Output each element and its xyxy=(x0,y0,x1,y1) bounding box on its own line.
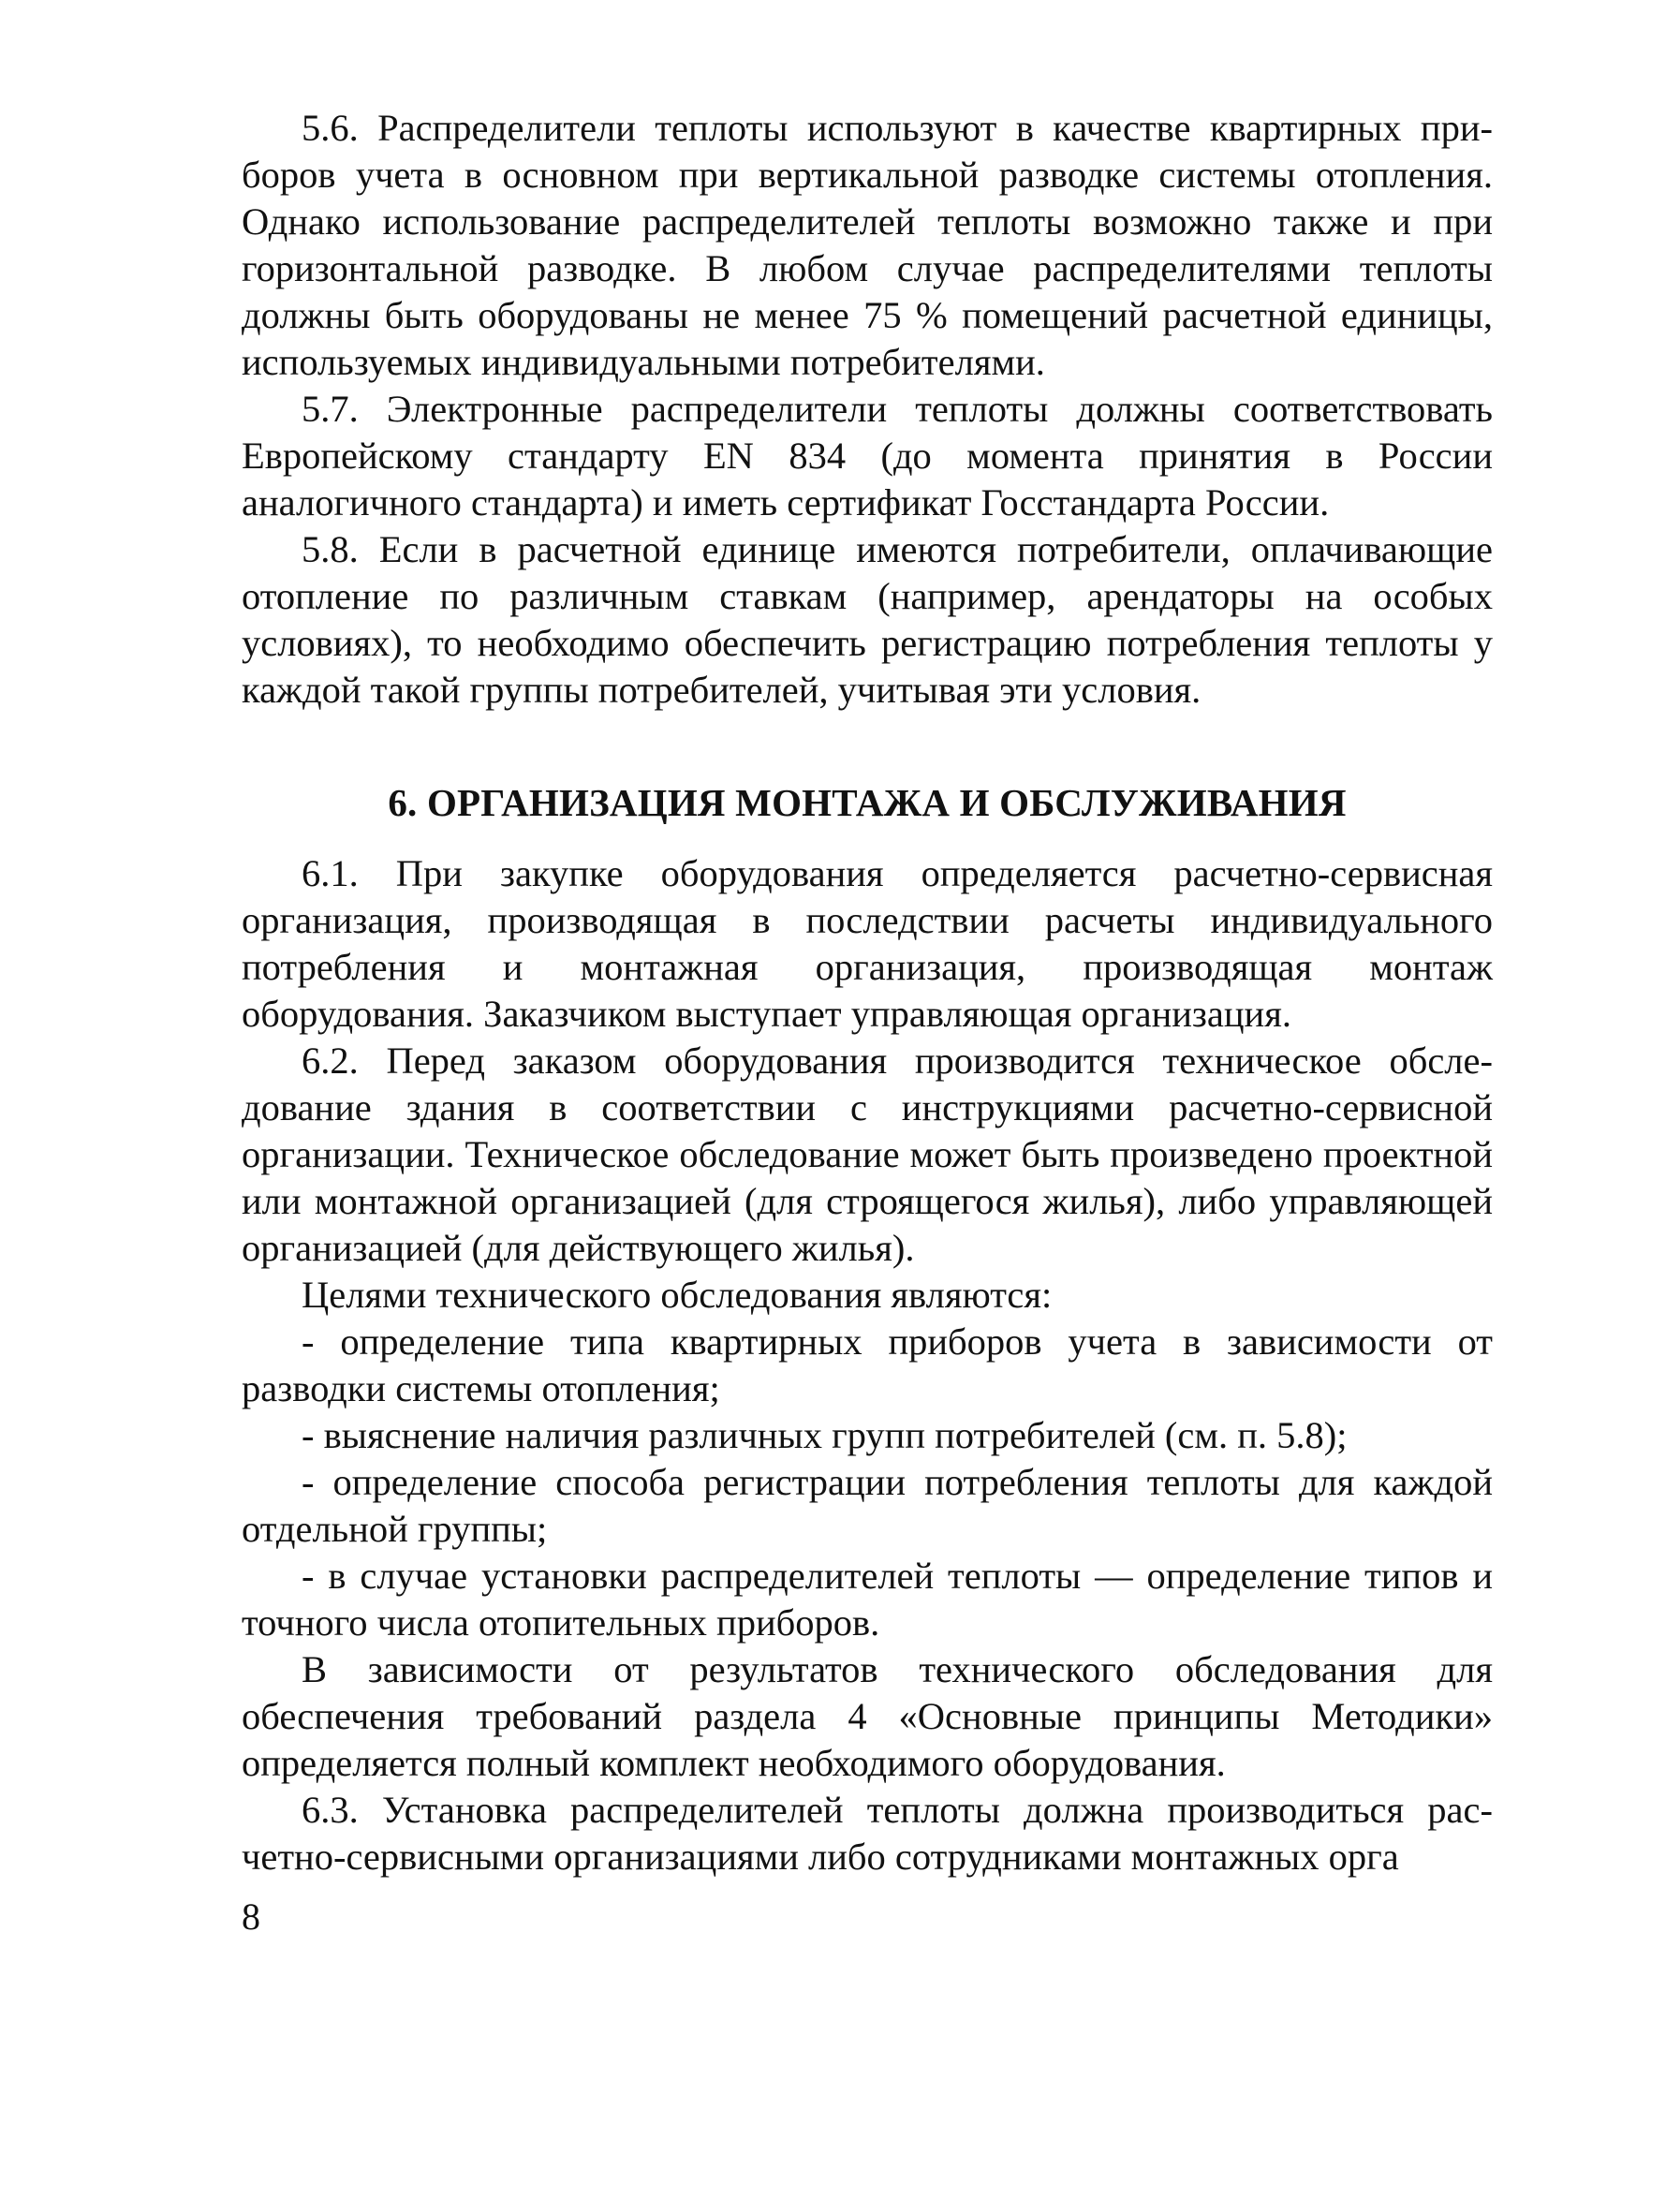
list-item: - в случае установки распределителей теплоты — определение типов и точного числа отопительных приборов. xyxy=(242,1555,1493,1644)
paragraph-6-2: 6.2. Перед заказом оборудования производится техническое обследование здания в соответствии с инструкциями расчетно-сервисной организации. Техническое обследование может быть произведено проектной или монтажной организацией (для строящегося жилья), либо управляющей организацией (для действующего жилья). xyxy=(242,1040,1493,1269)
paragraph-5-8: 5.8. Если в расчетной единице имеются потребители, оплачивающие отопление по различным ставкам (например, арендаторы на особых условиях), то необходимо обеспечить регистрацию потребления теплоты у каждой такой группы потребителей, учитывая эти условия. xyxy=(242,528,1493,711)
paragraph-goals-intro: Целями технического обследования являются: xyxy=(302,1274,1053,1316)
list-item: - определение типа квартирных приборов учета в зависимости от разводки системы отопления; xyxy=(242,1320,1493,1409)
list-item: - определение способа регистрации потребления теплоты для каждой отдельной группы; xyxy=(242,1461,1493,1550)
paragraph-5-6: 5.6. Распределители теплоты используют в качестве квартирных приборов учета в основном при вертикальной разводке системы отопления. Однако использование распределителей теплоты возможно также и при горизонтальной разводке. В любом случае распределителями теплоты должны быть оборудованы не менее 75 % помещений расчетной единицы, используемых индивидуальными потребителями. xyxy=(242,107,1493,383)
list-item: - выяснение наличия различных групп потребителей (см. п. 5.8); xyxy=(302,1414,1348,1456)
paragraph-6-1: 6.1. При закупке оборудования определяется расчетно-сервисная организация, производящая в последствии расчеты индивидуального потребления и монтажная организация, производящая монтаж оборудования. Заказчиком выступает управляющая организация. xyxy=(242,852,1493,1035)
page-content xyxy=(242,105,1493,1880)
section-heading: 6. ОРГАНИЗАЦИЯ МОНТАЖА И ОБСЛУЖИВАНИЯ xyxy=(388,781,1347,824)
paragraph-6-3: 6.3. Установка распределителей теплоты должна производиться расчетно-сервисными организациями либо сотрудниками монтажных орга xyxy=(242,1789,1493,1878)
page-number: 8 xyxy=(242,1895,260,1938)
paragraph-results: В зависимости от результатов технического обследования для обеспечения требований раздела 4 «Основные принципы Методики» определяется полный комплект необходимого оборудования. xyxy=(242,1648,1493,1784)
paragraph-5-7: 5.7. Электронные распределители теплоты должны соответствовать Европейскому стандарту EN 834 (до момента принятия в России аналогичного стандарта) и иметь сертификат Госстандарта России. xyxy=(242,388,1493,524)
